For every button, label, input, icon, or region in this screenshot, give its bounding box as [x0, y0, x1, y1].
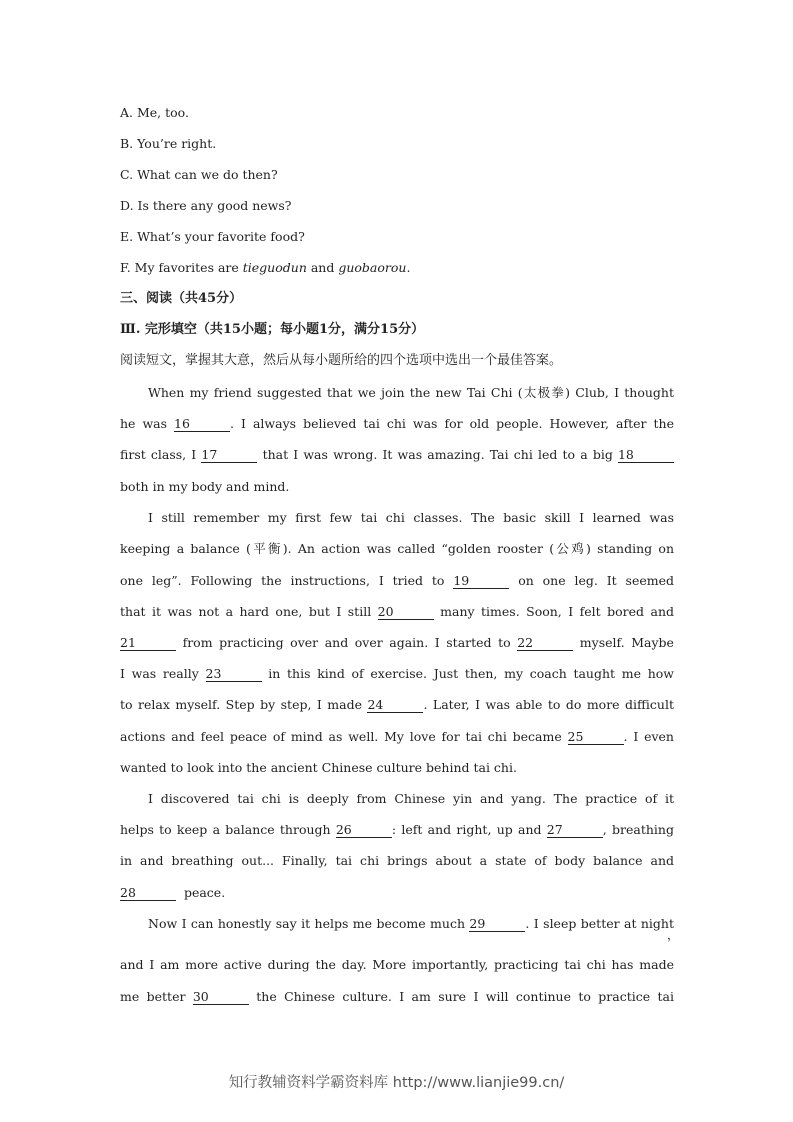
- passage-line: [120, 447, 674, 463]
- option-b: B. You’re right.: [120, 136, 217, 151]
- text: that it was not a hard one, but I still: [120, 604, 372, 619]
- option-d: D. Is there any good news?: [120, 198, 292, 213]
- passage-line: [120, 697, 674, 713]
- text: on one leg. It seemed: [518, 573, 674, 588]
- blank-20: 20: [378, 605, 434, 620]
- blank-23: 23: [206, 667, 262, 682]
- footer-watermark: 知行教辅资料学霸资料库 http://www.lianjie99.cn/: [228, 1075, 565, 1091]
- passage-line: keeping a balance (平衡). An action was called “golden rooster (公鸡) standing on: [120, 541, 674, 556]
- blank-28: 28: [120, 886, 176, 901]
- section-title: 三、阅读（共45分）: [120, 291, 243, 306]
- blank-18: 18: [618, 448, 674, 463]
- text: . Later, I was able to do more difficult: [423, 697, 674, 712]
- passage-line: [120, 416, 674, 432]
- option-f-em1: tieguodun: [242, 260, 307, 275]
- option-f-end: .: [406, 260, 411, 275]
- passage-line: in and breathing out... Finally, tai chi brings about a state of body balance and: [120, 853, 674, 868]
- option-a: A. Me, too.: [120, 105, 189, 120]
- text: myself. Maybe: [579, 635, 674, 650]
- text: . I sleep better at night: [525, 916, 674, 931]
- blank-30: 30: [193, 990, 249, 1005]
- blank-25: 25: [568, 730, 624, 745]
- blank-27: 27: [547, 823, 603, 838]
- text: many times. Soon, I felt bored and: [440, 604, 674, 619]
- text: . I even: [623, 729, 674, 744]
- passage-line: When my friend suggested that we join the new Tai Chi (太极拳) Club, I thought: [148, 385, 674, 400]
- passage-line: wanted to look into the ancient Chinese culture behind tai chi.: [120, 760, 517, 775]
- option-f-em2: guobaorou: [338, 260, 407, 275]
- text: the Chinese culture. I am sure I will continue to practice tai: [256, 989, 674, 1004]
- stray-comma: ，: [667, 928, 680, 942]
- instruction: 阅读短文，掌握其大意，然后从每小题所给的四个选项中选出一个最佳答案。: [120, 353, 563, 368]
- passage-line: [120, 604, 674, 620]
- text: from practicing over and over again. I started to: [182, 635, 511, 650]
- text: that I was wrong. It was amazing. Tai chi led to a big: [262, 447, 613, 462]
- text: he was: [120, 416, 168, 431]
- option-e: E. What’s your favorite food?: [120, 229, 305, 244]
- passage-line: [120, 729, 674, 745]
- text: : left and right, up and: [391, 822, 542, 837]
- passage-line: I still remember my first few tai chi classes. The basic skill I learned was: [148, 510, 674, 525]
- passage-line: [120, 989, 674, 1005]
- blank-29: 29: [469, 917, 525, 932]
- option-f: [120, 260, 410, 276]
- passage-line: [148, 916, 674, 932]
- blank-22: 22: [517, 636, 573, 651]
- passage-line: [120, 822, 674, 838]
- text: me better: [120, 989, 186, 1004]
- option-f-text: F. My favorites are: [120, 260, 243, 275]
- text: first class, I: [120, 447, 197, 462]
- text: . I always believed tai chi was for old people. However, after the: [230, 416, 674, 431]
- passage-line: [120, 885, 674, 901]
- option-f-mid: and: [306, 260, 339, 275]
- blank-17: 17: [201, 448, 257, 463]
- option-c: C. What can we do then?: [120, 167, 278, 182]
- blank-16: 16: [174, 417, 230, 432]
- text: actions and feel peace of mind as well. My love for tai chi became: [120, 729, 562, 744]
- blank-24: 24: [367, 698, 423, 713]
- passage-line: [120, 635, 674, 651]
- passage-line: and I am more active during the day. More importantly, practicing tai chi has made: [120, 957, 674, 972]
- subsection-title: Ⅲ. 完形填空（共15小题；每小题1分，满分15分）: [120, 322, 425, 337]
- text: helps to keep a balance through: [120, 822, 331, 837]
- passage-line: [120, 573, 674, 589]
- text: one leg”. Following the instructions, I tried to: [120, 573, 445, 588]
- text: Now I can honestly say it helps me become much: [148, 916, 465, 931]
- blank-21: 21: [120, 636, 176, 651]
- text: to relax myself. Step by step, I made: [120, 697, 362, 712]
- text: peace.: [183, 885, 226, 900]
- text: , breathing: [602, 822, 674, 837]
- text: in this kind of exercise. Just then, my coach taught me how: [268, 666, 674, 681]
- text: I was really: [120, 666, 199, 681]
- passage-line: [120, 666, 674, 682]
- passage-line: I discovered tai chi is deeply from Chinese yin and yang. The practice of it: [148, 791, 674, 806]
- passage-line: both in my body and mind.: [120, 479, 290, 494]
- blank-19: 19: [453, 574, 509, 589]
- blank-26: 26: [336, 823, 392, 838]
